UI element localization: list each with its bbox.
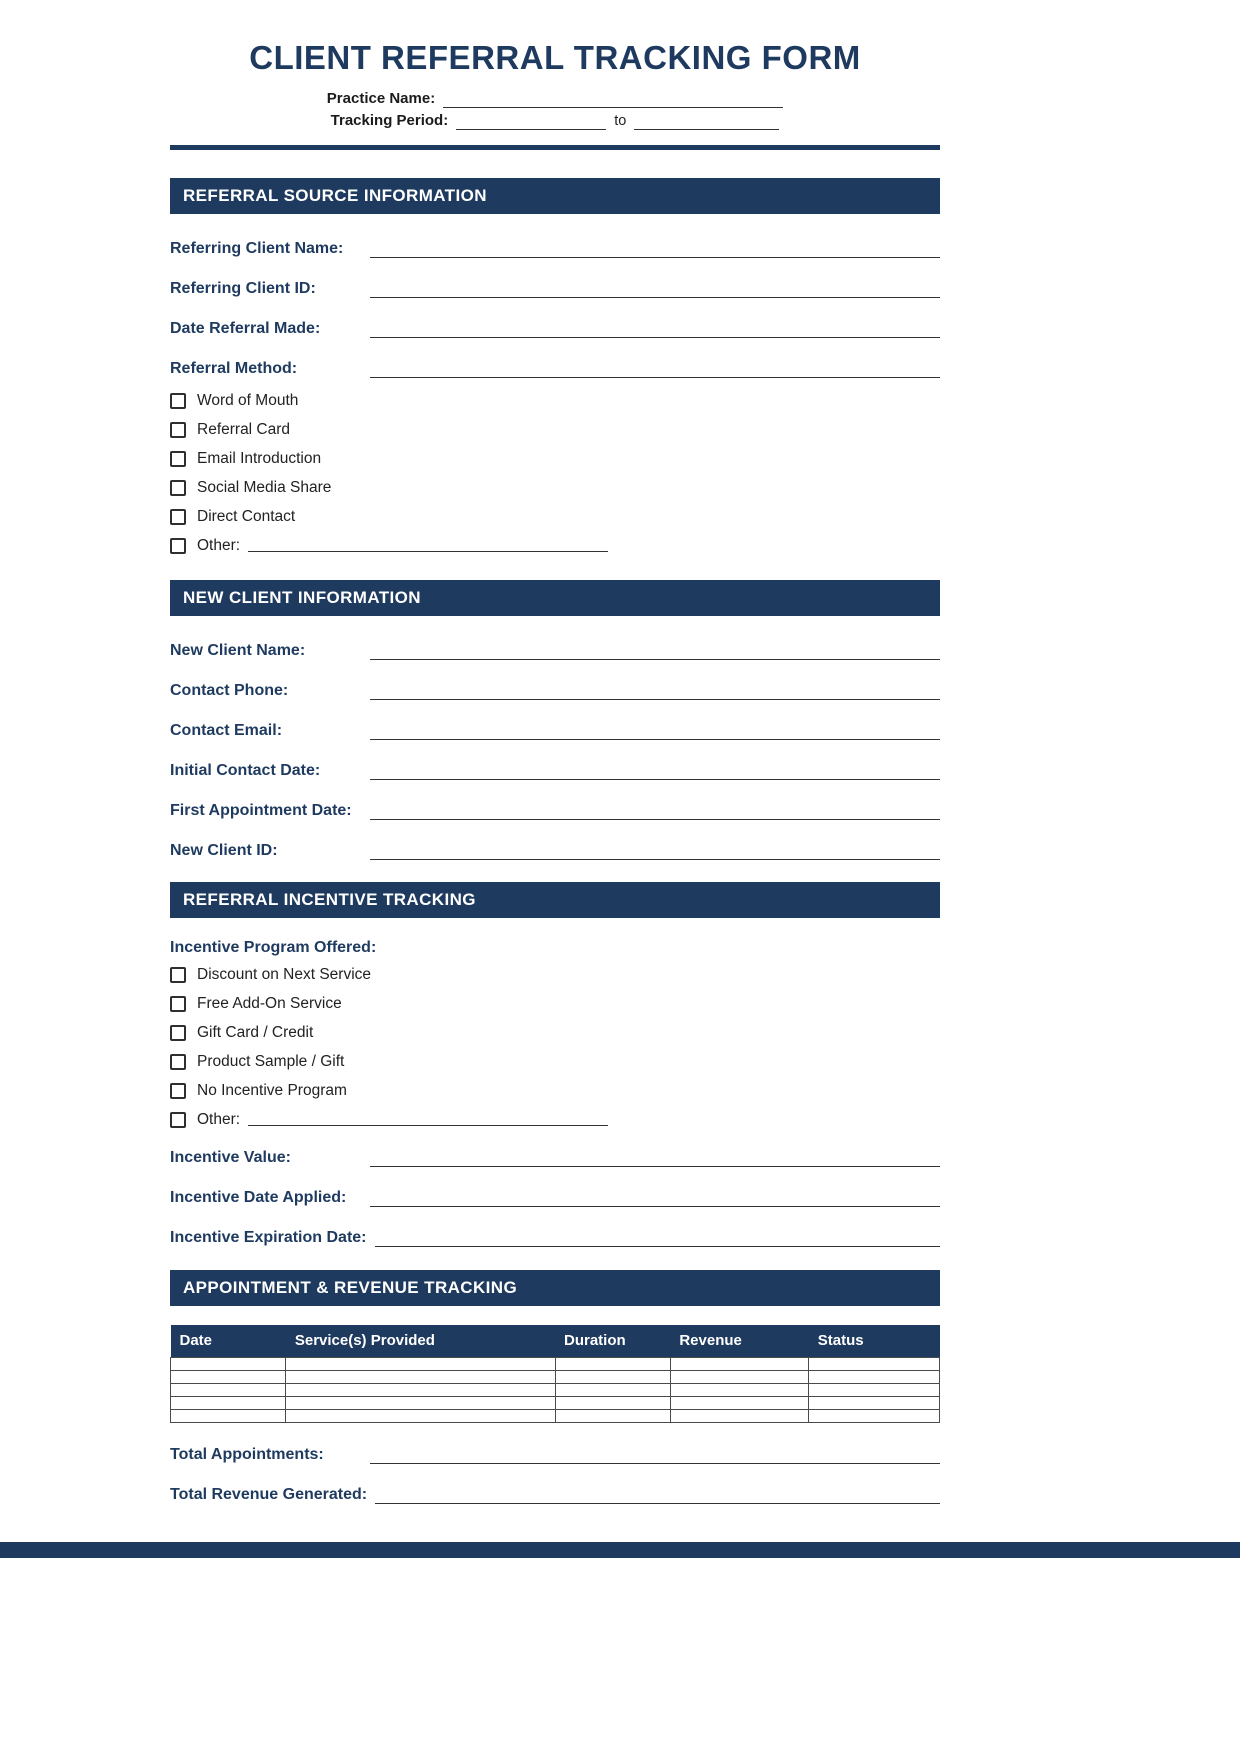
- checkbox-row-other: [170, 1111, 940, 1128]
- checkbox-label: Gift Card / Credit: [197, 1024, 314, 1041]
- appointments-table-header: [171, 1325, 940, 1358]
- checkbox-referral-card[interactable]: [170, 422, 186, 438]
- appointments-table-cell[interactable]: [670, 1371, 808, 1384]
- practice-name-row: [170, 90, 940, 108]
- checkbox-label: Email Introduction: [197, 450, 322, 467]
- field-date-referral-made: [170, 319, 940, 338]
- form-title: CLIENT REFERRAL TRACKING FORM: [249, 39, 861, 76]
- referral-method-blank[interactable]: [370, 359, 940, 378]
- field-label: Incentive Value:: [170, 1149, 291, 1166]
- checkbox-label: Direct Contact: [197, 508, 296, 525]
- checkbox-other-incentive[interactable]: [170, 1112, 186, 1128]
- section-header-appointments: APPOINTMENT & REVENUE TRACKING: [170, 1270, 940, 1306]
- field-label: Incentive Expiration Date:: [170, 1229, 367, 1246]
- checkbox-label: Other:: [197, 1111, 241, 1128]
- checkbox-email-introduction[interactable]: [170, 451, 186, 467]
- appointments-table-row: [171, 1384, 940, 1397]
- appointments-table-cell[interactable]: [809, 1397, 940, 1410]
- to-text: to: [614, 113, 627, 129]
- incentive-date-applied-blank[interactable]: [370, 1188, 940, 1207]
- new-client-name-blank[interactable]: [370, 641, 940, 660]
- appointments-table-cell[interactable]: [171, 1384, 286, 1397]
- incentive-program-offered-label: Incentive Program Offered:: [170, 939, 377, 956]
- contact-email-blank[interactable]: [370, 721, 940, 740]
- checkbox-row: [170, 1053, 940, 1070]
- checkbox-label: Social Media Share: [197, 479, 332, 496]
- appointments-table-cell[interactable]: [555, 1397, 670, 1410]
- appointments-table-cell[interactable]: [286, 1397, 555, 1410]
- checkbox-label: Discount on Next Service: [197, 966, 372, 983]
- checkbox-word-of-mouth[interactable]: [170, 393, 186, 409]
- appointments-table-cell[interactable]: [670, 1410, 808, 1423]
- appointments-table-cell[interactable]: [809, 1384, 940, 1397]
- checkbox-label: Other:: [197, 537, 241, 554]
- field-incentive-expiration-date: [170, 1228, 940, 1247]
- column-header-date: Date: [171, 1325, 286, 1358]
- field-contact-email: [170, 721, 940, 740]
- appointments-table-cell[interactable]: [809, 1358, 940, 1371]
- field-referring-client-name: [170, 239, 940, 258]
- checkbox-row: [170, 392, 940, 409]
- field-incentive-date-applied: [170, 1188, 940, 1207]
- checkbox-row: [170, 450, 940, 467]
- section-header-referral-source: REFERRAL SOURCE INFORMATION: [170, 178, 940, 214]
- checkbox-gift-card-credit[interactable]: [170, 1025, 186, 1041]
- appointments-table-row: [171, 1410, 940, 1423]
- field-label: Referral Method:: [170, 360, 298, 377]
- tracking-period-row: [170, 112, 940, 130]
- checkbox-no-incentive-program[interactable]: [170, 1083, 186, 1099]
- date-referral-made-blank[interactable]: [370, 319, 940, 338]
- tracking-period-label: Tracking Period:: [330, 112, 449, 129]
- column-header-services-provided: Service(s) Provided: [286, 1325, 555, 1358]
- practice-name-label: Practice Name:: [326, 90, 436, 107]
- checkbox-social-media-share[interactable]: [170, 480, 186, 496]
- incentive-value-blank[interactable]: [370, 1148, 940, 1167]
- other-incentive-blank[interactable]: [248, 1113, 608, 1126]
- checkbox-direct-contact[interactable]: [170, 509, 186, 525]
- appointments-table-cell[interactable]: [670, 1358, 808, 1371]
- field-label: Referring Client Name:: [170, 240, 344, 257]
- checkbox-label: Word of Mouth: [197, 392, 299, 409]
- checkbox-label: No Incentive Program: [197, 1082, 347, 1099]
- checkbox-row: [170, 966, 940, 983]
- checkbox-row: [170, 1024, 940, 1041]
- checkbox-row: [170, 479, 940, 496]
- appointments-table-cell[interactable]: [555, 1410, 670, 1423]
- first-appointment-date-blank[interactable]: [370, 801, 940, 820]
- field-label: Contact Phone:: [170, 682, 289, 699]
- appointments-table-cell[interactable]: [809, 1371, 940, 1384]
- checkbox-row: [170, 1082, 940, 1099]
- tracking-period-start-blank[interactable]: [456, 116, 606, 130]
- header-divider-rule: [170, 145, 940, 150]
- field-initial-contact-date: [170, 761, 940, 780]
- referring-client-name-blank[interactable]: [370, 239, 940, 258]
- appointments-table-cell[interactable]: [286, 1371, 555, 1384]
- section-header-new-client: NEW CLIENT INFORMATION: [170, 580, 940, 616]
- appointments-table-cell[interactable]: [171, 1358, 286, 1371]
- appointments-table-cell[interactable]: [555, 1384, 670, 1397]
- field-label: Total Appointments:: [170, 1446, 324, 1463]
- checkbox-label: Referral Card: [197, 421, 291, 438]
- initial-contact-date-blank[interactable]: [370, 761, 940, 780]
- appointments-table-cell[interactable]: [809, 1410, 940, 1423]
- field-incentive-value: [170, 1148, 940, 1167]
- field-label: Referring Client ID:: [170, 280, 316, 297]
- checkbox-product-sample-gift[interactable]: [170, 1054, 186, 1070]
- total-revenue-generated-blank[interactable]: [375, 1485, 940, 1504]
- footer-bar: [0, 1542, 1240, 1558]
- appointments-table-body: [171, 1358, 940, 1423]
- field-label: Total Revenue Generated:: [170, 1486, 368, 1503]
- incentive-expiration-date-blank[interactable]: [375, 1228, 941, 1247]
- checkbox-discount-next-service[interactable]: [170, 967, 186, 983]
- field-referring-client-id: [170, 279, 940, 298]
- field-first-appointment-date: [170, 801, 940, 820]
- field-label: Initial Contact Date:: [170, 762, 321, 779]
- appointments-table-cell[interactable]: [171, 1371, 286, 1384]
- appointments-table-cell[interactable]: [670, 1384, 808, 1397]
- column-header-status: Status: [809, 1325, 940, 1358]
- appointments-table-cell[interactable]: [286, 1384, 555, 1397]
- appointments-table-row: [171, 1358, 940, 1371]
- checkbox-label: Free Add-On Service: [197, 995, 342, 1012]
- appointments-table-row: [171, 1397, 940, 1410]
- checkbox-row-other: [170, 537, 940, 554]
- field-label: Contact Email:: [170, 722, 283, 739]
- other-referral-method-blank[interactable]: [248, 539, 608, 552]
- appointments-table: [170, 1325, 940, 1423]
- appointments-table-cell[interactable]: [555, 1371, 670, 1384]
- field-label: New Client Name:: [170, 642, 306, 659]
- field-label: Incentive Date Applied:: [170, 1189, 347, 1206]
- referring-client-id-blank[interactable]: [370, 279, 940, 298]
- checkbox-label: Product Sample / Gift: [197, 1053, 345, 1070]
- field-label: First Appointment Date:: [170, 802, 352, 819]
- appointments-table-cell[interactable]: [171, 1410, 286, 1423]
- field-total-appointments: [170, 1445, 940, 1464]
- practice-name-blank[interactable]: [443, 94, 783, 108]
- contact-phone-blank[interactable]: [370, 681, 940, 700]
- appointments-table-cell[interactable]: [286, 1358, 555, 1371]
- column-header-duration: Duration: [555, 1325, 670, 1358]
- column-header-revenue: Revenue: [670, 1325, 808, 1358]
- field-contact-phone: [170, 681, 940, 700]
- field-new-client-id: [170, 841, 940, 860]
- field-referral-method: [170, 359, 940, 378]
- appointments-table-cell[interactable]: [555, 1358, 670, 1371]
- tracking-period-end-blank[interactable]: [634, 116, 779, 130]
- field-label: New Client ID:: [170, 842, 278, 859]
- field-total-revenue-generated: [170, 1485, 940, 1504]
- appointments-table-cell[interactable]: [670, 1397, 808, 1410]
- checkbox-other-referral-method[interactable]: [170, 538, 186, 554]
- checkbox-free-addon-service[interactable]: [170, 996, 186, 1012]
- appointments-table-cell[interactable]: [286, 1410, 555, 1423]
- new-client-id-blank[interactable]: [370, 841, 940, 860]
- field-label: Date Referral Made:: [170, 320, 321, 337]
- appointments-table-row: [171, 1371, 940, 1384]
- total-appointments-blank[interactable]: [370, 1445, 940, 1464]
- checkbox-row: [170, 508, 940, 525]
- appointments-table-cell[interactable]: [171, 1397, 286, 1410]
- checkbox-row: [170, 421, 940, 438]
- form-content: [170, 0, 940, 1504]
- section-header-incentive: REFERRAL INCENTIVE TRACKING: [170, 882, 940, 918]
- field-new-client-name: [170, 641, 940, 660]
- checkbox-row: [170, 995, 940, 1012]
